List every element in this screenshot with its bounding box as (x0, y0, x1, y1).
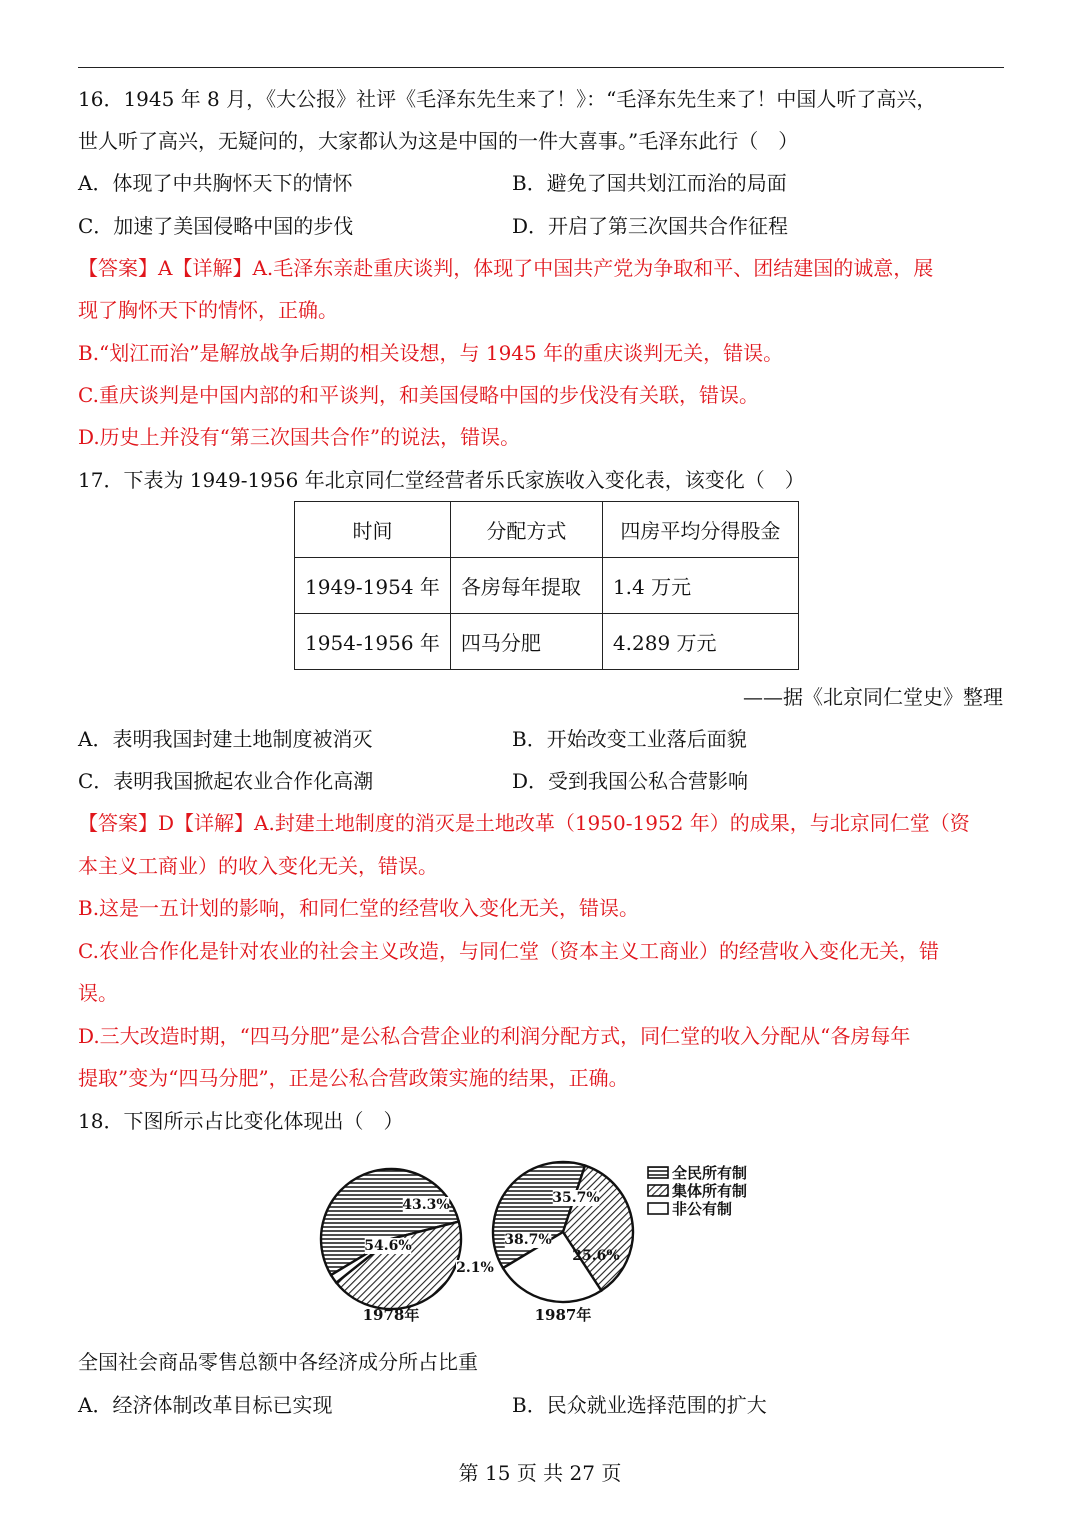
q17-answer-line1: 【答案】D【详解】A.封建土地制度的消灭是土地改革（1950-1952 年）的成果，与北京同仁堂（资 (78, 811, 970, 835)
q17-stem: 17．下表为 1949-1956 年北京同仁堂经营者乐氏家族收入变化表，该变化（ ） (78, 468, 805, 492)
q16-answer-line1: 【答案】A【详解】A.毛泽东亲赴重庆谈判，体现了中国共产党为争取和平、团结建国的诚意，展 (78, 256, 934, 280)
data-label: 43.3% (402, 1197, 450, 1213)
legend-swatch (648, 1167, 668, 1178)
header-rule (78, 67, 1004, 68)
q16-stem-line2: 世人听了高兴，无疑问的，大家都认为这是中国的一件大喜事。”毛泽东此行（ ） (78, 129, 799, 153)
q16-option-a: A．体现了中共胸怀天下的情怀 (78, 171, 353, 195)
pie-title: 1978年 (362, 1306, 420, 1324)
pie-charts-svg (318, 1154, 768, 1334)
q16-option-d: D．开启了第三次国共合作征程 (512, 214, 789, 238)
q17-option-c: C．表明我国掀起农业合作化高潮 (78, 769, 374, 793)
data-label: 38.7% (504, 1232, 552, 1248)
q16-option-b: B．避免了国共划江而治的局面 (512, 171, 787, 195)
data-label: 25.6% (572, 1248, 620, 1264)
income-table (294, 501, 799, 670)
q17-answer-line2: 本主义工商业）的收入变化无关，错误。 (78, 854, 438, 878)
legend-label: 集体所有制 (672, 1182, 748, 1200)
q16-answer-line3: B.“划江而治”是解放战争后期的相关设想，与 1945 年的重庆谈判无关，错误。 (78, 341, 784, 365)
q17-answer-line4: C.农业合作化是针对农业的社会主义改造，与同仁堂（资本主义工商业）的经营收入变化无关，错 (78, 939, 939, 963)
q17-answer-line7: 提取”变为“四马分肥”，正是公私合营政策实施的结果，正确。 (78, 1066, 629, 1090)
pie-title: 1987年 (534, 1306, 592, 1324)
table-header-row (295, 502, 799, 558)
q18-stem: 18．下图所示占比变化体现出（ ） (78, 1109, 404, 1133)
page-footer: 第 15 页 共 27 页 (458, 1461, 622, 1485)
q17-option-d: D．受到我国公私合营影响 (512, 769, 749, 793)
table-row (295, 614, 799, 670)
figure-caption: 全国社会商品零售总额中各经济成分所占比重 (78, 1350, 478, 1374)
table-cell: 1.4 万元 (602, 558, 798, 614)
q17-answer-line3: B.这是一五计划的影响，和同仁堂的经营收入变化无关，错误。 (78, 896, 640, 920)
q17-option-a: A．表明我国封建土地制度被消灭 (78, 727, 373, 751)
legend-label: 全民所有制 (672, 1164, 748, 1182)
table-header-cell: 四房平均分得股金 (602, 502, 798, 558)
table-cell: 4.289 万元 (602, 614, 798, 670)
q16-answer-line5: D.历史上并没有“第三次国共合作”的说法，错误。 (78, 425, 521, 449)
q16-answer-line4: C.重庆谈判是中国内部的和平谈判，和美国侵略中国的步伐没有关联，错误。 (78, 383, 759, 407)
table-header-cell: 时间 (295, 502, 451, 558)
data-label: 2.1% (456, 1260, 494, 1276)
q17-answer-line5: 误。 (78, 981, 118, 1005)
q17-option-b: B．开始改变工业落后面貌 (512, 727, 747, 751)
table-cell: 各房每年提取 (450, 558, 602, 614)
q16-answer-line2: 现了胸怀天下的情怀，正确。 (78, 298, 338, 322)
table-cell: 1949-1954 年 (295, 558, 451, 614)
pie-chart-figure (318, 1154, 768, 1338)
q16-stem-line1: 16．1945 年 8 月，《大公报》社评《毛泽东先生来了！》：“毛泽东先生来了！中国人听了高兴， (78, 87, 937, 111)
q16-option-c: C．加速了美国侵略中国的步伐 (78, 214, 354, 238)
legend-swatch (648, 1185, 668, 1196)
table-source: ——据《北京同仁堂史》整理 (743, 685, 1003, 709)
q18-option-b: B．民众就业选择范围的扩大 (512, 1393, 767, 1417)
table-cell: 1954-1956 年 (295, 614, 451, 670)
q17-answer-line6: D.三大改造时期，“四马分肥”是公私合营企业的利润分配方式，同仁堂的收入分配从“各房每年 (78, 1024, 911, 1048)
data-label: 35.7% (552, 1190, 600, 1206)
table-cell: 四马分肥 (450, 614, 602, 670)
table-header-cell: 分配方式 (450, 502, 602, 558)
legend-swatch (648, 1203, 668, 1214)
legend-label: 非公有制 (672, 1200, 733, 1218)
table-row (295, 558, 799, 614)
data-label: 54.6% (364, 1238, 412, 1254)
q18-option-a: A．经济体制改革目标已实现 (78, 1393, 333, 1417)
